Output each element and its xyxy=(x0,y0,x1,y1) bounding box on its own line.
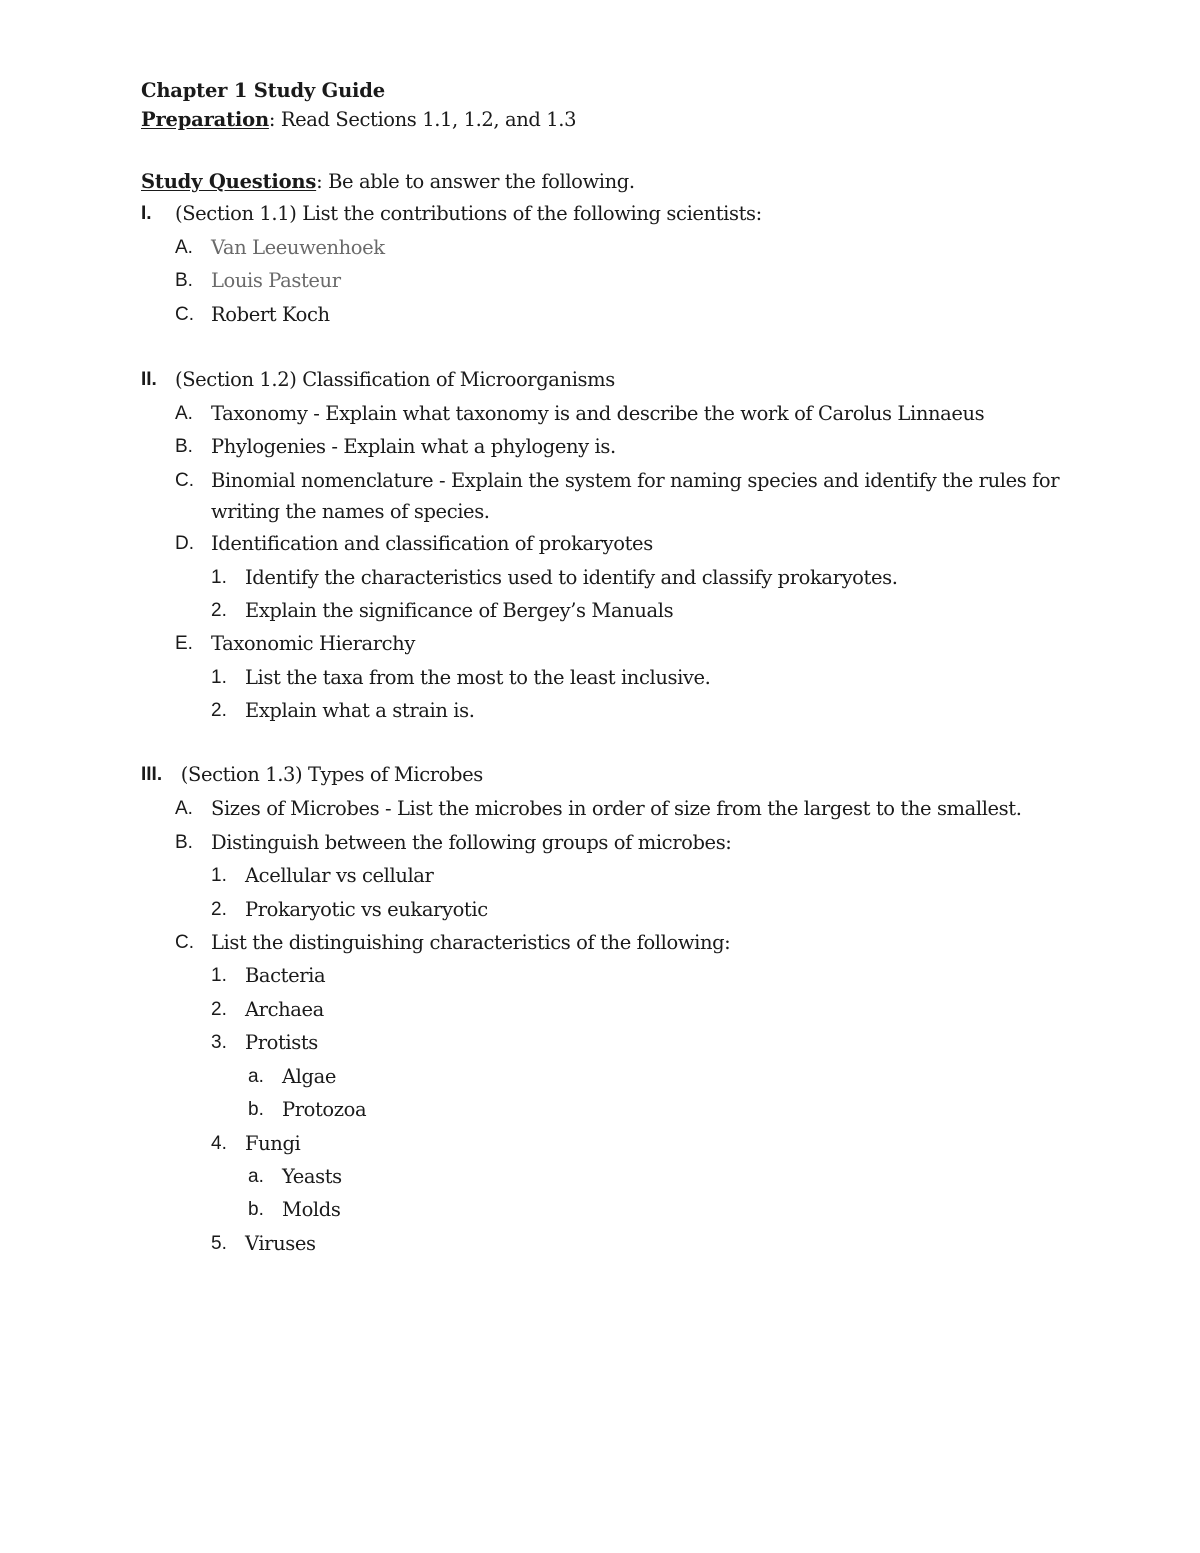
subitem-marker: 1. xyxy=(211,865,227,886)
preparation-label: Preparation xyxy=(141,108,269,131)
list-item: Binomial nomenclature - Explain the system for naming species and identify the rules for xyxy=(211,469,1060,492)
subitem-marker: 5. xyxy=(211,1233,227,1254)
list-item: Taxonomy - Explain what taxonomy is and describe the work of Carolus Linnaeus xyxy=(211,402,985,425)
subsub-list-item: Yeasts xyxy=(282,1165,342,1188)
subsub-list-item: Algae xyxy=(282,1065,336,1088)
item-marker: B. xyxy=(175,832,193,853)
subsub-marker: b. xyxy=(248,1099,264,1120)
subsub-list-item: Molds xyxy=(282,1198,341,1221)
preparation-line xyxy=(141,108,576,132)
study-questions-text: : Be able to answer the following. xyxy=(316,170,635,193)
subitem-marker: 4. xyxy=(211,1133,227,1154)
list-item: Sizes of Microbes - List the microbes in order of size from the largest to the smallest. xyxy=(211,797,1022,820)
list-item-continuation: writing the names of species. xyxy=(211,500,490,523)
subitem-marker: 2. xyxy=(211,600,227,621)
subitem-marker: 1. xyxy=(211,667,227,688)
subitem-marker: 2. xyxy=(211,999,227,1020)
study-questions-line xyxy=(141,170,635,194)
document-title: Chapter 1 Study Guide xyxy=(141,79,385,102)
list-item: Van Leeuwenhoek xyxy=(211,236,385,259)
preparation-text: : Read Sections 1.1, 1.2, and 1.3 xyxy=(268,108,577,131)
sub-list-item: Bacteria xyxy=(245,964,326,987)
list-item: Robert Koch xyxy=(211,303,330,326)
subsub-marker: a. xyxy=(248,1066,264,1087)
subsub-list-item: Protozoa xyxy=(282,1098,367,1121)
sub-list-item: Archaea xyxy=(245,998,324,1021)
sub-list-item: Identify the characteristics used to identify and classify prokaryotes. xyxy=(245,566,898,589)
item-marker: A. xyxy=(175,237,193,258)
sub-list-item: Explain what a strain is. xyxy=(245,699,475,722)
sub-list-item: Protists xyxy=(245,1031,318,1054)
item-marker: D. xyxy=(175,533,194,554)
subsub-marker: b. xyxy=(248,1199,264,1220)
list-item: Louis Pasteur xyxy=(211,269,341,292)
sub-list-item: Viruses xyxy=(245,1232,316,1255)
subitem-marker: 1. xyxy=(211,567,227,588)
item-marker: C. xyxy=(175,932,194,953)
item-marker: B. xyxy=(175,436,193,457)
sub-list-item: Prokaryotic vs eukaryotic xyxy=(245,898,488,921)
sub-list-item: Explain the significance of Bergey’s Manuals xyxy=(245,599,674,622)
item-marker: C. xyxy=(175,304,194,325)
list-item: List the distinguishing characteristics of the following: xyxy=(211,931,731,954)
list-item: Taxonomic Hierarchy xyxy=(211,632,415,655)
subsub-marker: a. xyxy=(248,1166,264,1187)
item-marker: B. xyxy=(175,270,193,291)
sub-list-item: List the taxa from the most to the least inclusive. xyxy=(245,666,711,689)
section-marker: III. xyxy=(141,764,163,785)
subitem-marker: 2. xyxy=(211,899,227,920)
item-marker: E. xyxy=(175,633,193,654)
subitem-marker: 2. xyxy=(211,700,227,721)
study-questions-label: Study Questions xyxy=(141,170,317,193)
list-item: Identification and classification of prokaryotes xyxy=(211,532,653,555)
subitem-marker: 1. xyxy=(211,965,227,986)
item-marker: C. xyxy=(175,470,194,491)
section-marker: II. xyxy=(141,369,157,390)
section-heading: (Section 1.3) Types of Microbes xyxy=(175,763,483,786)
subitem-marker: 3. xyxy=(211,1032,227,1053)
item-marker: A. xyxy=(175,798,193,819)
list-item: Phylogenies - Explain what a phylogeny is. xyxy=(211,435,616,458)
section-marker: I. xyxy=(141,203,152,224)
section-heading: (Section 1.1) List the contributions of the following scientists: xyxy=(175,202,762,225)
sub-list-item: Fungi xyxy=(245,1132,301,1155)
list-item: Distinguish between the following groups of microbes: xyxy=(211,831,732,854)
item-marker: A. xyxy=(175,403,193,424)
section-heading: (Section 1.2) Classification of Microorganisms xyxy=(175,368,615,391)
sub-list-item: Acellular vs cellular xyxy=(245,864,434,887)
